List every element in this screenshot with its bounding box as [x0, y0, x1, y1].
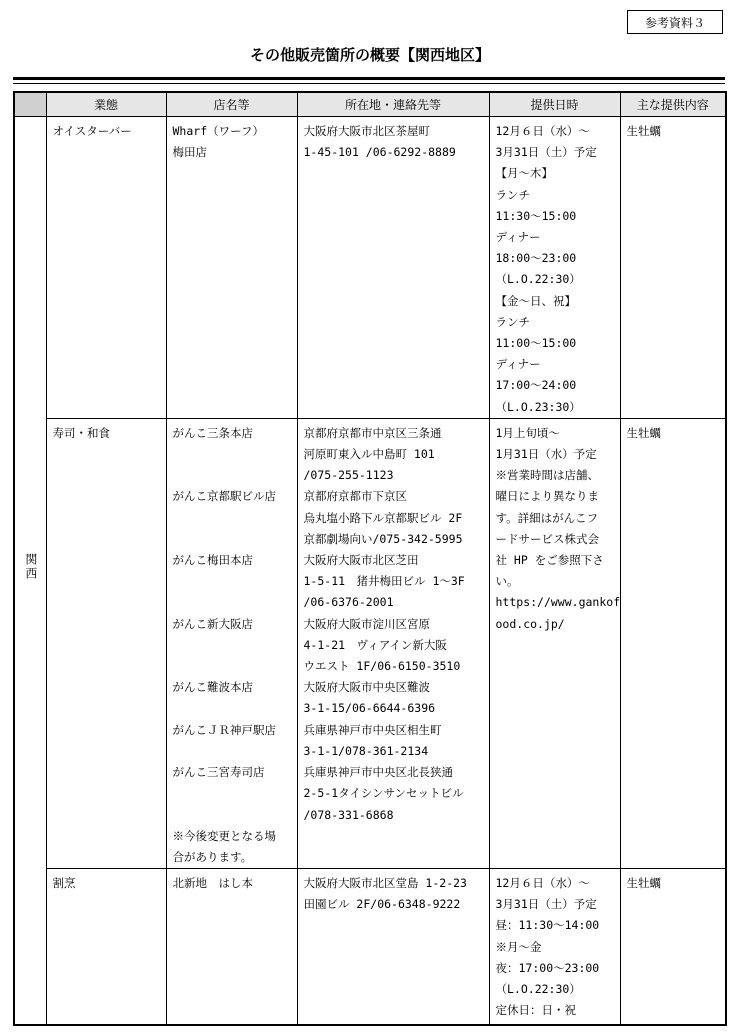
content-cell	[620, 418, 726, 868]
content-cell	[620, 868, 726, 1025]
reference-label: 参考資料３	[627, 10, 723, 34]
table-row	[14, 868, 726, 1025]
cell-line: 夜：17:00～23:00	[495, 960, 600, 975]
line-gap	[173, 804, 297, 825]
line-gap	[173, 635, 297, 656]
schedule-cell	[489, 868, 620, 1025]
cell-line: 曜日により異なりま	[495, 489, 599, 504]
address-cell	[297, 418, 489, 868]
cell-line: オイスターバー	[52, 124, 132, 138]
cell-line: 昼：11:30～14:00	[495, 918, 600, 933]
cell-line: 割烹	[52, 875, 76, 890]
cell-line: 兵庫県神戸市中央区北長狭通	[303, 765, 453, 780]
line-gap	[173, 529, 297, 550]
cell-line: （L.O.22:30）	[495, 272, 581, 287]
line-gap	[173, 592, 297, 613]
cell-line: ood.co.jp/	[495, 616, 565, 631]
header-blank	[14, 92, 46, 117]
line-gap	[173, 656, 297, 677]
cell-line: （L.O.22:30）	[495, 981, 581, 996]
line-gap	[173, 444, 297, 465]
cell-line: 3-1-15/06-6644-6396	[303, 701, 436, 716]
header-content: 主な提供内容	[620, 92, 726, 117]
category-cell	[46, 418, 166, 868]
title-rule-thin	[13, 83, 725, 84]
cell-line: 18:00～23:00	[495, 251, 577, 266]
store-cell	[166, 117, 297, 419]
cell-line: 生牡蠣	[626, 425, 661, 440]
table-row	[14, 418, 726, 868]
schedule-cell	[489, 418, 620, 868]
header-address: 所在地・連絡先等	[297, 92, 489, 117]
line-gap	[173, 571, 297, 592]
cell-line: ウエスト 1F/06-6150-3510	[303, 659, 461, 674]
cell-line: https://www.gankof	[495, 595, 621, 610]
cell-line: 合があります。	[172, 849, 253, 864]
cell-line: 1-5-11 猪井梅田ビル 1～3F	[303, 574, 465, 589]
address-cell	[297, 868, 489, 1025]
cell-line: 3-1-1/078-361-2134	[303, 743, 429, 758]
cell-line: 1-45-101 /06-6292-8889	[303, 145, 456, 160]
cell-line: （L.O.23:30）	[495, 399, 581, 414]
region-label: 関西	[23, 553, 38, 582]
table-row	[14, 117, 726, 419]
cell-line: 大阪府大阪市北区茶屋町	[303, 124, 430, 138]
cell-line: 京都府京都市中京区三条通	[303, 425, 442, 440]
cell-line: い。	[495, 574, 519, 589]
cell-line: 大阪府大阪市北区芝田	[303, 553, 419, 568]
cell-line: ディナー	[495, 357, 541, 372]
category-cell	[46, 868, 166, 1025]
line-gap	[173, 741, 297, 762]
header-category: 業態	[46, 92, 166, 117]
cell-line: 社 HP をご参照下さ	[495, 553, 604, 568]
cell-line: がんこ三条本店	[172, 425, 253, 440]
cell-line: 寿司・和食	[52, 425, 110, 440]
cell-line: /075-255-1123	[303, 468, 394, 483]
cell-line: Wharf（ワーフ）	[172, 124, 265, 138]
cell-line: 12月６日（水）～	[495, 124, 590, 138]
cell-line: /06-6376-2001	[303, 595, 394, 610]
cell-line: 【金～日、祝】	[495, 293, 576, 308]
cell-line: 大阪府大阪市中央区難波	[303, 680, 430, 695]
cell-line: 京都劇場向い/075-342-5995	[303, 531, 463, 546]
cell-line: 3月31日（土）予定	[495, 145, 597, 160]
content-cell	[620, 117, 726, 419]
store-cell	[166, 418, 297, 868]
cell-line: 河原町東入ル中島町 101	[303, 447, 435, 462]
cell-line: 11:30～15:00	[495, 208, 577, 223]
cell-line: ※月～金	[495, 939, 542, 954]
cell-line: がんこ京都駅ビル店	[172, 489, 276, 504]
cell-line: /078-331-6868	[303, 807, 394, 822]
cell-line: 梅田店	[172, 145, 207, 160]
line-gap	[173, 508, 297, 529]
cell-line: がんこＪＲ神戸駅店	[172, 722, 276, 737]
cell-line: 田園ビル 2F/06-6348-9222	[303, 897, 461, 912]
cell-line: 北新地 はし本	[172, 875, 253, 890]
cell-line: 定休日：日・祝	[495, 1003, 576, 1018]
cell-line: ディナー	[495, 230, 541, 245]
line-gap	[173, 465, 297, 486]
cell-line: 3月31日（土）予定	[495, 897, 597, 912]
title-rule-thick	[13, 77, 725, 80]
table-header-row	[14, 92, 726, 117]
cell-line: 烏丸塩小路下ル京都駅ビル 2F	[303, 510, 463, 525]
cell-line: ランチ	[495, 314, 530, 329]
schedule-cell	[489, 117, 620, 419]
cell-line: 【月～木】	[495, 166, 553, 181]
cell-line: 大阪府大阪市北区堂島 1-2-23	[303, 875, 467, 890]
cell-line: がんこ梅田本店	[172, 553, 253, 567]
line-gap	[173, 783, 297, 804]
cell-line: がんこ三宮寿司店	[172, 764, 265, 779]
cell-line: 生牡蠣	[626, 124, 661, 138]
cell-line: ードサービス株式会	[495, 531, 599, 546]
cell-line: 生牡蠣	[626, 875, 661, 890]
cell-line: 11:00～15:00	[495, 336, 577, 351]
cell-line: がんこ新大阪店	[172, 616, 253, 631]
cell-line: 1月上旬頃～	[495, 425, 560, 440]
cell-line: 大阪府大阪市淀川区宮原	[303, 616, 430, 631]
cell-line: ※今後変更となる場	[172, 828, 276, 843]
cell-line: す。詳細はがんこフ	[495, 510, 599, 525]
cell-line: 京都府京都市下京区	[303, 489, 407, 504]
cell-line: ※営業時間は店舗、	[495, 468, 599, 483]
line-gap	[173, 698, 297, 719]
address-cell	[297, 117, 489, 419]
cell-line: ランチ	[495, 187, 530, 202]
cell-line: 兵庫県神戸市中央区相生町	[303, 722, 442, 737]
page-title: その他販売箇所の概要【関西地区】	[249, 46, 490, 64]
sales-locations-table	[13, 91, 727, 1026]
header-schedule: 提供日時	[489, 92, 620, 117]
region-cell	[14, 117, 46, 1026]
header-store: 店名等	[166, 92, 297, 117]
cell-line: 2-5-1タイシンサンセットビル	[303, 786, 464, 801]
cell-line: 1月31日（水）予定	[495, 447, 597, 462]
category-cell	[46, 117, 166, 419]
cell-line: 17:00～24:00	[495, 378, 577, 393]
cell-line: がんこ難波本店	[172, 680, 253, 695]
store-cell	[166, 868, 297, 1025]
cell-line: 12月６日（水）～	[495, 875, 590, 890]
cell-line: 4-1-21 ヴィアイン新大阪	[303, 637, 447, 652]
